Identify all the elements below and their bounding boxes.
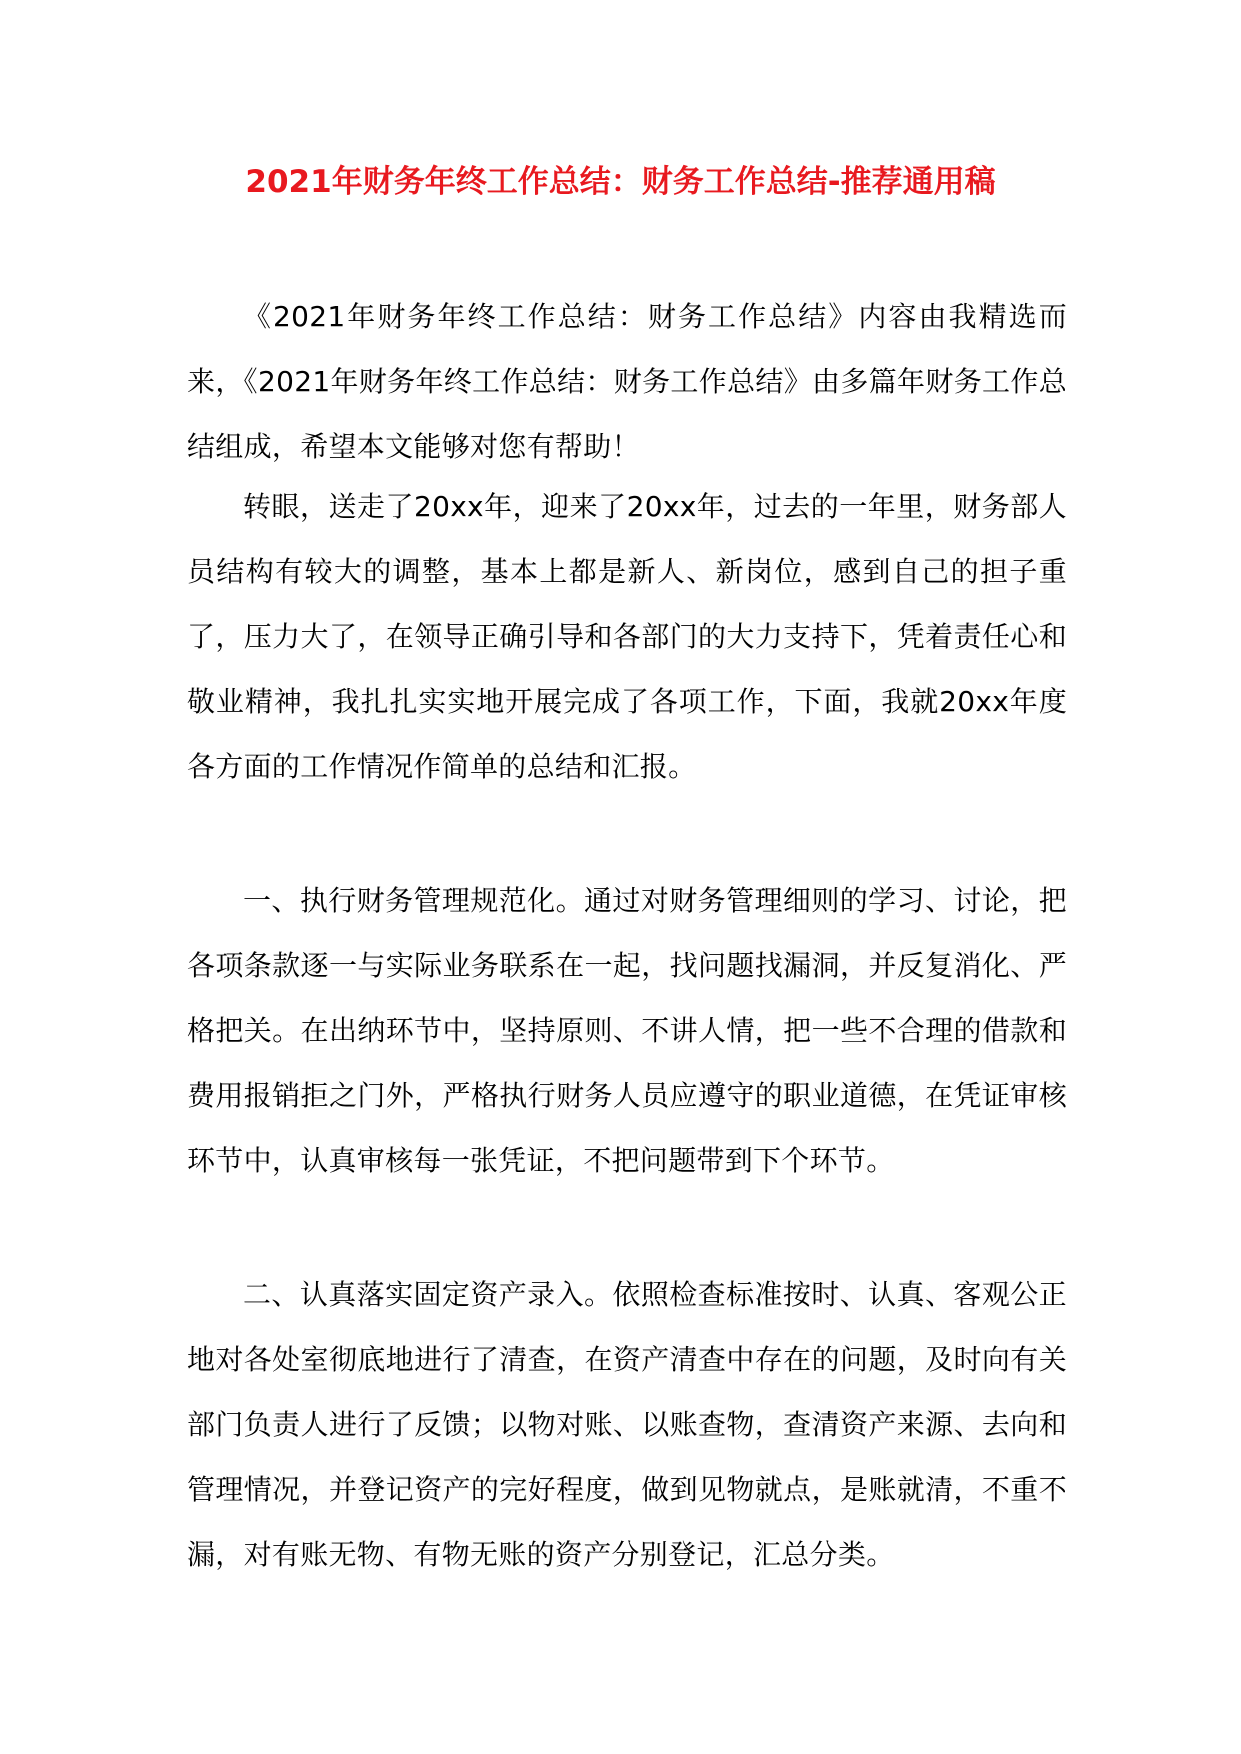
intro-paragraph-block	[187, 284, 1067, 479]
paragraph-section-two: 二、认真落实固定资产录入。依照检查标准按时、认真、客观公正地对各处室彻底地进行了清查，在资产清查中存在的问题，及时向有关部门负责人进行了反馈；以物对账、以账查物，查清资产来源、去向和管理情况，并登记资产的完好程度，做到见物就点，是账就清，不重不漏，对有账无物、有物无账的资产分别登记，汇总分类。	[187, 1278, 1067, 1571]
document-title: 2021年财务年终工作总结：财务工作总结-推荐通用稿	[245, 164, 996, 200]
paragraph-section-one: 一、执行财务管理规范化。通过对财务管理细则的学习、讨论，把各项条款逐一与实际业务联系在一起，找问题找漏洞，并反复消化、严格把关。在出纳环节中，坚持原则、不讲人情，把一些不合理的借款和费用报销拒之门外，严格执行财务人员应遵守的职业道德，在凭证审核环节中，认真审核每一张凭证，不把问题带到下个环节。	[187, 884, 1067, 1177]
paragraph-overview: 转眼，送走了20xx年，迎来了20xx年，过去的一年里，财务部人员结构有较大的调整，基本上都是新人、新岗位，感到自己的担子重了，压力大了，在领导正确引导和各部门的大力支持下，凭着责任心和敬业精神，我扎扎实实地开展完成了各项工作，下面，我就20xx年度各方面的工作情况作简单的总结和汇报。	[187, 490, 1067, 783]
overview-paragraph-block	[187, 474, 1067, 799]
paragraph-intro: 《2021年财务年终工作总结：财务工作总结》内容由我精选而来，《2021年财务年终工作总结：财务工作总结》由多篇年财务工作总结组成，希望本文能够对您有帮助！	[187, 300, 1067, 463]
section-two-block	[187, 1262, 1067, 1587]
section-one-block	[187, 868, 1067, 1193]
